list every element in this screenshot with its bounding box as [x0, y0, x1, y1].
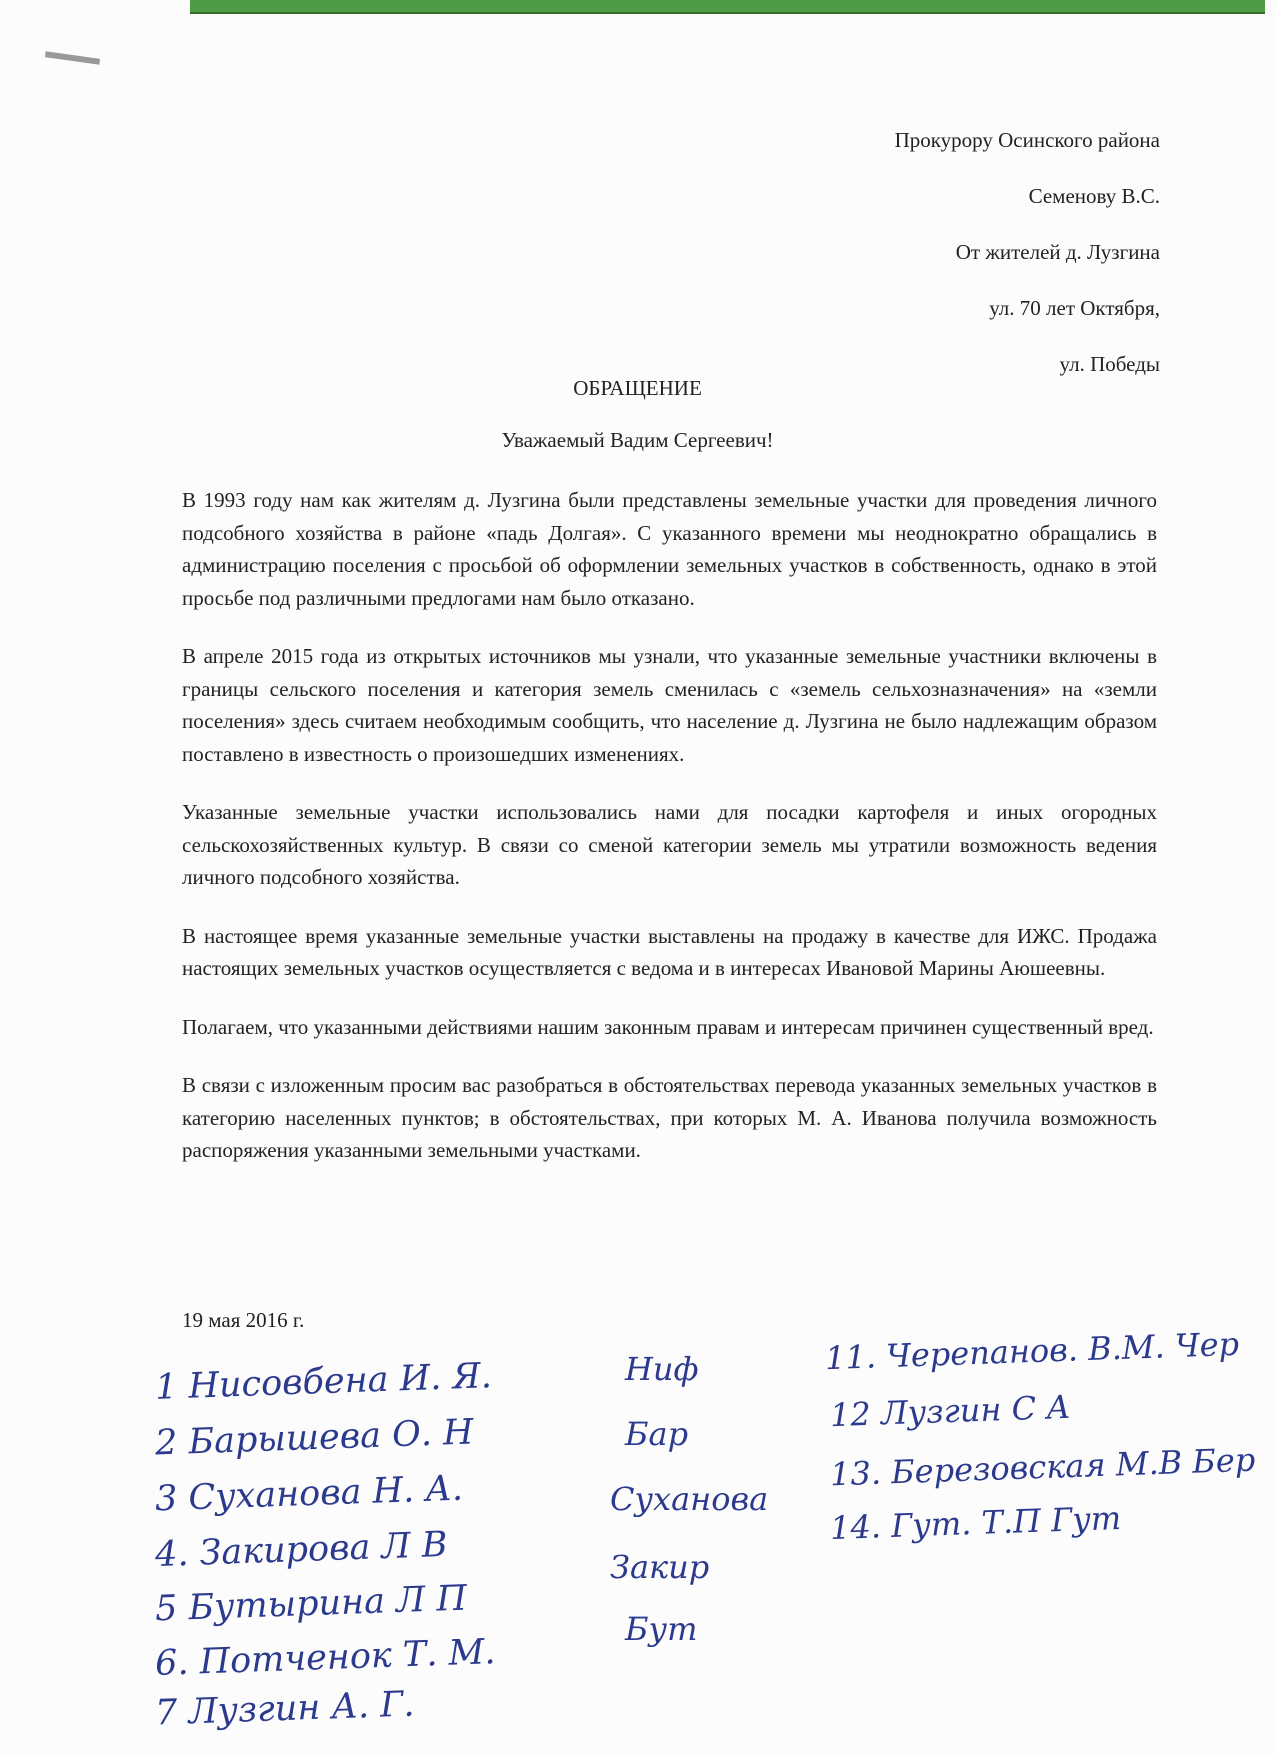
addressee-line-2: Семенову В.С.	[1028, 184, 1160, 208]
addressee-line-1: Прокурору Осинского района	[894, 128, 1160, 152]
signature-left-4: 4. Закирова Л В	[154, 1524, 449, 1576]
top-color-strip	[190, 0, 1265, 14]
addressee-block	[895, 128, 1160, 408]
signature-left-1: 1 Нисовбена И. Я.	[154, 1356, 493, 1408]
body-paragraph: В связи с изложенным просим вас разобраться в обстоятельствах перевода указанных земельных участков в категорию населенных пунктов; в обстоятельствах, при которых М. А. Иванова получила возможность распоряжения указанными земельными участками.	[182, 1073, 1157, 1162]
staple-mark	[45, 51, 100, 65]
signature-right-14: 14. Гут. Т.П Гут	[829, 1498, 1122, 1548]
addressee-line-5: ул. Победы	[1059, 352, 1160, 376]
signature-left-3: 3 Суханова Н. А.	[154, 1468, 464, 1520]
signature-left-7: 7 Лузгин А. Г.	[154, 1684, 416, 1734]
addressee-line-4: ул. 70 лет Октября,	[989, 296, 1160, 320]
letter-body	[182, 484, 1157, 1193]
signature-right-13: 13. Березовская М.В Бер	[829, 1440, 1256, 1494]
signature-right-11: 11. Черепанов. В.М. Чер	[824, 1324, 1240, 1378]
signature-right-12: 12 Лузгин С А	[829, 1387, 1072, 1435]
signature-left-2: 2 Барышева О. Н	[154, 1412, 475, 1464]
signature-left-6: 6. Потченок Т. М.	[154, 1632, 497, 1684]
signature-left-5: 5 Бутырина Л П	[154, 1578, 468, 1630]
signature-middle-3: Суханова	[610, 1480, 769, 1518]
body-paragraph: Полагаем, что указанными действиями нашим законным правам и интересам причинен существенный вред.	[182, 1014, 1154, 1039]
signature-middle-5: Бут	[625, 1610, 698, 1648]
document-title: ОБРАЩЕНИЕ	[573, 376, 702, 400]
letter-date: 19 мая 2016 г.	[182, 1308, 305, 1332]
signature-middle-1: Ниф	[625, 1350, 699, 1388]
body-paragraph: Указанные земельные участки использовались нами для посадки картофеля и иных огородных сельскохозяйственных культур. В связи со сменой категории земель мы утратили возможность ведения личного подсобного хозяйства.	[182, 800, 1157, 889]
greeting-line: Уважаемый Вадим Сергеевич!	[501, 428, 774, 452]
signature-middle-2: Бар	[625, 1415, 689, 1453]
body-paragraph: В настоящее время указанные земельные участки выставлены на продажу в качестве для ИЖС. Продажа настоящих земельных участков осуществляется с ведома и в интересах Ивановой Марины Аюшеевны.	[182, 923, 1157, 980]
addressee-line-3: От жителей д. Лузгина	[955, 240, 1160, 264]
body-paragraph: В апреле 2015 года из открытых источников мы узнали, что указанные земельные участники включены в границы сельского поселения и категория земель сменилась с «земель сельхозназначения» на «земли поселения» здесь считаем необходимым сообщить, что население д. Лузгина не было надлежащим образом поставлено в известность о произошедших изменениях.	[182, 644, 1157, 766]
body-paragraph: В 1993 году нам как жителям д. Лузгина были представлены земельные участки для проведения личного подсобного хозяйства в районе «падь Долгая». С указанного времени мы неоднократно обращались в администрацию поселения с просьбой об оформлении земельных участков в собственность, однако в этой просьбе под различными предлогами нам было отказано.	[182, 488, 1157, 610]
signature-middle-4: Закир	[610, 1548, 710, 1586]
